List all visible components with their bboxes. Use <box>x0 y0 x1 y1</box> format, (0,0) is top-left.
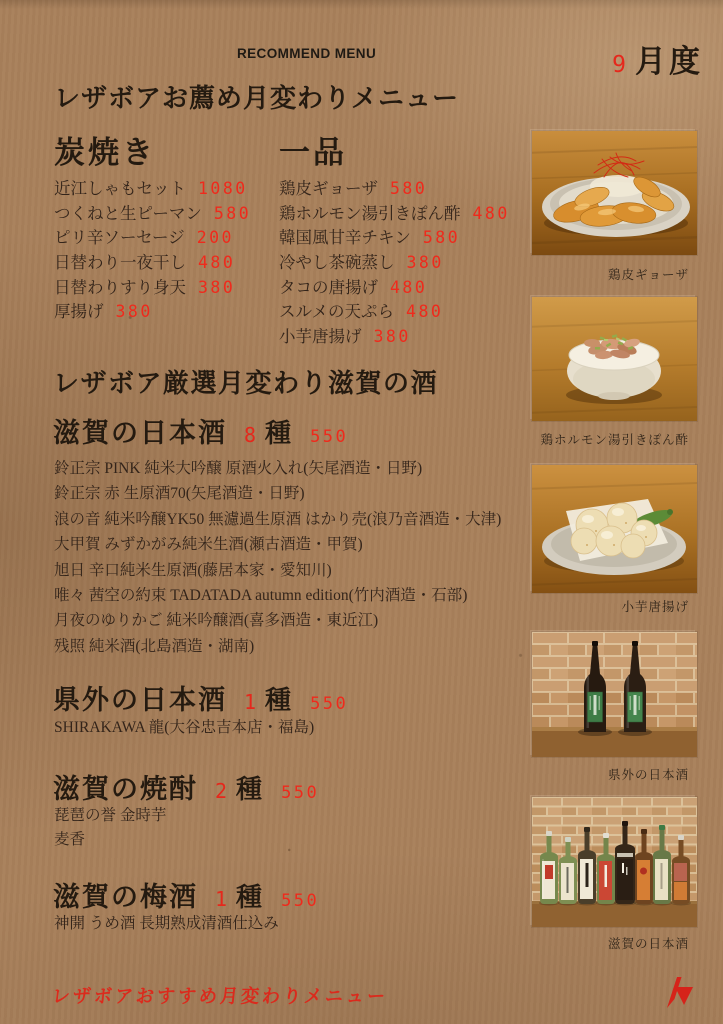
red-monogram-a-icon <box>664 974 696 1010</box>
shiga-umeshu-heading <box>53 875 319 914</box>
subsection-price: 550 <box>310 694 349 714</box>
item-price: 1080 <box>198 179 248 198</box>
umeshu-item: 神開 うめ酒 長期熟成清酒仕込み <box>54 915 279 932</box>
photo-torikawa-gyoza <box>532 131 697 255</box>
item-name: 厚揚げ <box>54 302 104 322</box>
photo-tori-horumon <box>532 297 697 421</box>
shiga-sake-photo-illustration <box>532 797 697 927</box>
page-title: レザボアお薦め月変わりメニュー <box>54 84 460 113</box>
menu-item <box>279 251 510 276</box>
item-price: 580 <box>213 203 252 223</box>
charcoal-section-heading: 炭焼き <box>54 135 156 170</box>
shiga-shochu-heading <box>53 767 319 806</box>
item-name: 小芋唐揚げ <box>279 327 362 347</box>
subsection-price: 550 <box>281 783 320 803</box>
sake-section-heading: レザボア厳選月変わり滋賀の酒 <box>53 369 439 398</box>
sake-item: 唯々 茜空の約束 TADATADA autumn edition(竹内酒造・石部) <box>54 586 468 604</box>
kengai-nihonshu-heading <box>53 678 348 717</box>
item-price: 480 <box>406 302 444 322</box>
item-price: 480 <box>390 277 428 297</box>
item-name: 日替わりすり身天 <box>54 277 186 297</box>
photo-caption: 県外の日本酒 <box>607 768 689 782</box>
variety-count: 2 <box>215 779 228 803</box>
variety-count: 1 <box>215 887 228 911</box>
item-price: 200 <box>196 228 234 248</box>
menu-item <box>279 226 510 251</box>
subsection-title: 滋賀の梅酒 <box>53 882 198 912</box>
menu-item <box>54 251 251 276</box>
sake-item: 旭日 辛口純米生原酒(藤居本家・愛知川) <box>54 561 332 579</box>
item-name: 近江しゃもセット <box>54 179 186 198</box>
subsection-price: 550 <box>310 427 349 447</box>
sake-item: SHIRAKAWA 龍(大谷忠吉本店・福島) <box>54 719 315 736</box>
item-price: 580 <box>390 179 428 198</box>
item-name: 韓国風甘辛チキン <box>279 228 411 248</box>
recommend-menu-label: RECOMMEND MENU <box>237 46 377 61</box>
shochu-item: 琵琶の誉 金時芋 <box>54 807 167 824</box>
item-price: 480 <box>472 203 510 223</box>
item-name: タコの唐揚げ <box>279 277 378 297</box>
month-suffix: 月度 <box>635 44 703 79</box>
menu-item <box>54 202 251 227</box>
ippin-item-list <box>279 177 510 350</box>
photo-kengai-sake <box>532 632 697 757</box>
restaurant-logo-mark <box>664 974 696 1010</box>
menu-item <box>279 300 510 325</box>
subsection-title: 滋賀の焼酎 <box>53 774 198 804</box>
menu-item <box>279 325 510 350</box>
sake-item: 月夜のゆりかご 純米吟醸酒(喜多酒造・東近江) <box>54 612 379 630</box>
item-name: ピリ辛ソーセージ <box>54 228 185 248</box>
item-name: 冷やし茶碗蒸し <box>279 253 395 273</box>
photo-caption: 滋賀の日本酒 <box>607 937 689 951</box>
variety-count: 8 <box>244 423 257 447</box>
charcoal-item-list <box>54 177 251 325</box>
variety-unit: 種 <box>236 775 263 804</box>
item-name: つくねと生ピーマン <box>54 203 202 223</box>
menu-item <box>54 276 251 301</box>
menu-item <box>54 226 251 251</box>
item-price: 480 <box>198 253 236 273</box>
variety-unit: 種 <box>265 419 292 448</box>
menu-item <box>279 276 510 301</box>
tori-horumon-photo-illustration <box>532 297 697 421</box>
item-price: 580 <box>422 228 461 248</box>
photo-shiga-sake <box>532 797 697 927</box>
subsection-title: 滋賀の日本酒 <box>53 418 227 448</box>
kengai-sake-photo-illustration <box>532 632 697 757</box>
sake-item: 残照 純米酒(北島酒造・湖南) <box>54 637 255 655</box>
sake-item: 鈴正宗 PINK 純米大吟醸 原酒火入れ(矢尾酒造・日野) <box>54 460 423 477</box>
koimo-karaage-photo-illustration <box>532 465 697 593</box>
menu-item <box>279 202 510 227</box>
variety-unit: 種 <box>236 883 263 912</box>
subsection-title: 県外の日本酒 <box>53 685 227 715</box>
photo-caption: 小芋唐揚げ <box>621 600 689 614</box>
shiga-nihonshu-list <box>54 456 501 659</box>
item-price: 380 <box>115 302 153 322</box>
footer-stamp-text: レザボアおすすめ月変わりメニュー <box>50 985 390 1007</box>
item-price: 380 <box>198 277 236 297</box>
sake-item: 大甲賀 みずかがみ純米生酒(瀬古酒造・甲賀) <box>54 536 363 554</box>
photo-caption: 鶏ホルモン湯引きぽん酢 <box>540 433 689 447</box>
ippin-section-heading: 一品 <box>279 135 347 170</box>
photo-caption: 鶏皮ギョーザ <box>607 268 689 282</box>
item-price: 380 <box>373 327 411 347</box>
torikawa-gyoza-photo-illustration <box>532 131 697 255</box>
item-name: 鶏皮ギョーザ <box>279 179 378 198</box>
item-name: 日替わり一夜干し <box>54 253 186 273</box>
sake-item: 浪の音 純米吟醸YK50 無濾過生原酒 はかり売(浪乃音酒造・大津) <box>54 510 502 528</box>
item-name: 鶏ホルモン湯引きぽん酢 <box>279 203 461 223</box>
sake-item: 鈴正宗 赤 生原酒70(矢尾酒造・日野) <box>54 485 305 503</box>
shiga-nihonshu-heading <box>53 411 348 450</box>
shochu-item: 麦香 <box>54 831 86 848</box>
menu-item <box>54 177 251 202</box>
variety-unit: 種 <box>265 686 292 715</box>
variety-count: 1 <box>244 690 257 714</box>
photo-koimo-karaage <box>532 465 697 593</box>
menu-item <box>54 300 251 325</box>
month-number: 9 <box>612 52 626 78</box>
month-indicator <box>612 36 703 81</box>
subsection-price: 550 <box>281 891 320 911</box>
item-price: 380 <box>406 253 444 273</box>
item-name: スルメの天ぷら <box>279 302 395 322</box>
menu-item <box>279 177 510 202</box>
